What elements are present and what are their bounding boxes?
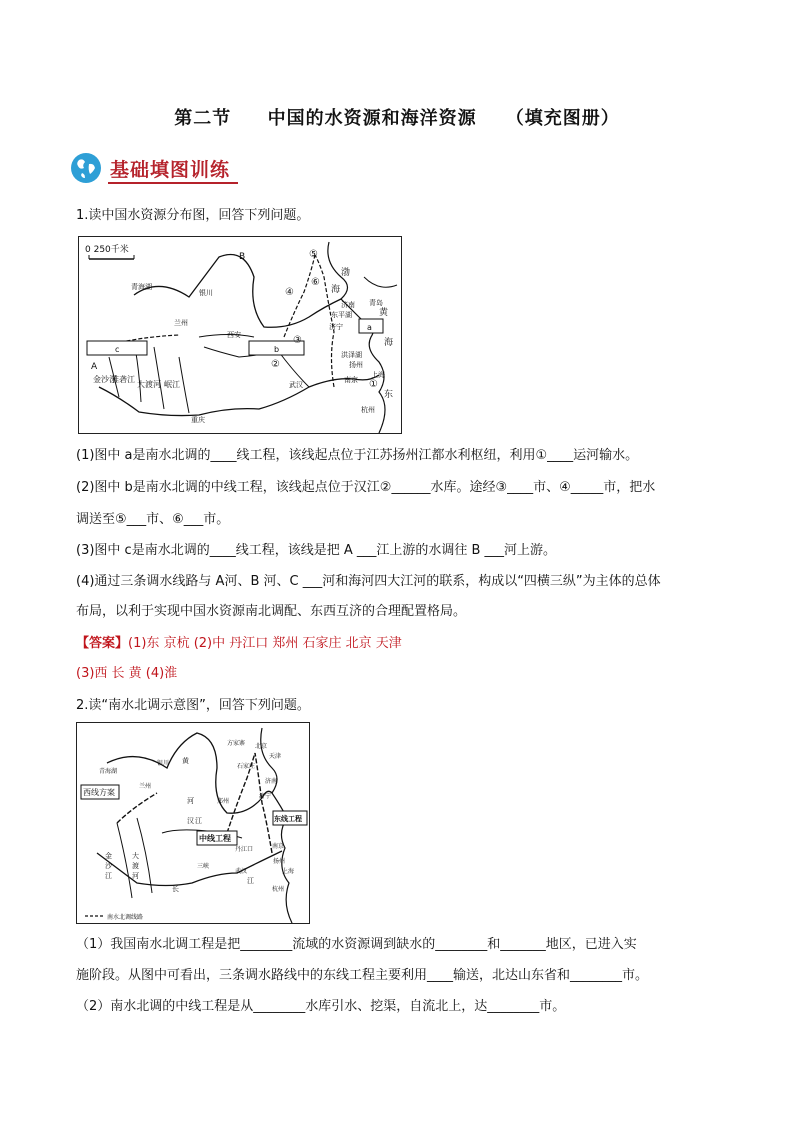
west-route-box: 西线方案 — [83, 788, 115, 797]
title-suffix: （填充图册） — [505, 108, 620, 129]
svg-text:河: 河 — [132, 872, 139, 880]
svg-text:南京: 南京 — [344, 376, 358, 384]
map-scale: 0 250千米 — [85, 245, 129, 255]
svg-text:上海: 上海 — [371, 371, 385, 379]
svg-text:青海湖: 青海湖 — [99, 768, 118, 775]
q2-prompt: 2.读“南水北调示意图”，回答下列问题。 — [76, 698, 310, 713]
svg-text:银川: 银川 — [199, 289, 213, 297]
svg-text:武汉: 武汉 — [235, 868, 248, 875]
svg-text:江: 江 — [105, 872, 112, 880]
svg-text:重庆: 重庆 — [191, 416, 205, 424]
svg-text:黄: 黄 — [379, 308, 389, 318]
section-heading — [70, 150, 230, 186]
q1-answer-line-2: (3)西 长 黄 (4)淮 — [76, 666, 178, 681]
map-legend: 南水北调线路 — [107, 914, 144, 921]
svg-text:济南: 济南 — [341, 301, 355, 309]
svg-text:岷江: 岷江 — [164, 380, 180, 389]
svg-text:B: B — [239, 252, 246, 262]
svg-text:兰州: 兰州 — [174, 319, 188, 327]
answer-label: 【答案】 — [76, 636, 129, 651]
svg-text:郑州: 郑州 — [217, 798, 230, 805]
svg-text:渤: 渤 — [341, 268, 351, 278]
q2-line-3: （2）南水北调的中线工程是从________水库引水、挖渠，自流北上，达________市。 — [76, 999, 566, 1014]
svg-text:上海: 上海 — [282, 868, 295, 875]
svg-text:西安: 西安 — [227, 331, 241, 339]
svg-text:济宁: 济宁 — [259, 793, 272, 800]
title-section: 第二节 — [174, 108, 232, 129]
svg-text:扬州: 扬州 — [349, 361, 363, 369]
svg-text:三峡: 三峡 — [197, 863, 210, 870]
svg-text:渡: 渡 — [132, 862, 139, 870]
svg-text:银川: 银川 — [157, 760, 170, 767]
svg-text:海: 海 — [331, 285, 341, 295]
globe-icon — [70, 152, 102, 184]
svg-text:丹江口: 丹江口 — [235, 846, 254, 853]
svg-text:东平湖: 东平湖 — [331, 311, 352, 319]
svg-text:④: ④ — [285, 287, 294, 298]
svg-text:北京: 北京 — [255, 743, 268, 750]
east-route-box: 东线工程 — [274, 815, 302, 823]
q1-line-5: (4)通过三条调水线路与 A河、B 河、C ___河和海河四大江河的联系，构成以“四横三纵”为主体的总体 — [76, 574, 661, 589]
section-title: 基础填图训练 — [110, 158, 231, 181]
svg-text:济宁: 济宁 — [329, 323, 343, 331]
svg-text:扬州: 扬州 — [273, 858, 286, 865]
svg-text:①: ① — [369, 379, 378, 390]
svg-text:天津: 天津 — [269, 753, 282, 760]
svg-text:雅砻江: 雅砻江 — [111, 375, 135, 384]
section-underline — [108, 182, 238, 184]
svg-text:杭州: 杭州 — [361, 406, 375, 414]
svg-text:长: 长 — [172, 885, 179, 893]
svg-text:c: c — [115, 345, 120, 354]
svg-text:⑤: ⑤ — [309, 249, 318, 260]
svg-text:⑥: ⑥ — [311, 277, 320, 288]
svg-text:金: 金 — [105, 852, 112, 860]
svg-text:③: ③ — [293, 335, 302, 346]
svg-text:a: a — [367, 323, 372, 332]
svg-text:兰州: 兰州 — [139, 783, 152, 790]
page-title — [0, 104, 794, 130]
q1-answer-line-1 — [76, 634, 402, 654]
svg-text:河: 河 — [187, 797, 194, 805]
q1-water-resource-map — [78, 236, 402, 434]
q1-line-6: 布局，以利于实现中国水资源南北调配、东西互济的合理配置格局。 — [76, 604, 467, 619]
middle-route-box: 中线工程 — [199, 834, 231, 843]
svg-text:大: 大 — [132, 852, 139, 860]
q1-line-1: (1)图中 a是南水北调的____线工程，该线起点位于江苏扬州江都水利枢纽，利用①____运河输水。 — [76, 448, 639, 463]
svg-text:武汉: 武汉 — [289, 381, 303, 389]
q2-south-north-diversion-map — [76, 722, 310, 924]
title-main: 中国的水资源和海洋资源 — [267, 108, 477, 129]
q1-prompt: 1.读中国水资源分布图，回答下列问题。 — [76, 208, 310, 223]
svg-text:大渡河: 大渡河 — [137, 380, 161, 389]
q1-line-3: 调送至⑤___市、⑥___市。 — [76, 512, 230, 527]
svg-text:A: A — [91, 362, 98, 372]
svg-text:东: 东 — [384, 390, 394, 400]
svg-text:青海湖: 青海湖 — [131, 283, 152, 291]
svg-text:海: 海 — [384, 338, 394, 348]
svg-text:b: b — [274, 345, 280, 354]
q2-line-1: （1）我国南水北调工程是把________流域的水资源调到缺水的________和_______地区，已进入实 — [76, 937, 637, 952]
svg-text:洪泽湖: 洪泽湖 — [341, 351, 362, 359]
q1-line-2: (2)图中 b是南水北调的中线工程，该线起点位于汉江②______水库。途经③____市、④_____市，把水 — [76, 480, 656, 495]
svg-text:沙: 沙 — [105, 862, 112, 870]
svg-text:石家庄: 石家庄 — [237, 763, 256, 770]
svg-text:汉: 汉 — [187, 817, 194, 825]
svg-text:江: 江 — [195, 817, 202, 825]
svg-text:②: ② — [271, 359, 280, 370]
q1-line-4: (3)图中 c是南水北调的____线工程，该线是把 A ___江上游的水调往 B ___河上游。 — [76, 543, 557, 558]
svg-text:济南: 济南 — [265, 778, 278, 785]
svg-text:方家寨: 方家寨 — [227, 740, 246, 747]
svg-text:江: 江 — [247, 877, 254, 885]
svg-text:南京: 南京 — [272, 843, 285, 850]
svg-text:杭州: 杭州 — [272, 886, 285, 893]
q2-line-2: 施阶段。从图中可看出，三条调水路线中的东线工程主要利用____输送，北达山东省和________市。 — [76, 968, 649, 983]
svg-text:金沙江: 金沙江 — [93, 375, 117, 384]
answer-text-1: (1)东 京杭 (2)中 丹江口 郑州 石家庄 北京 天津 — [128, 636, 402, 651]
svg-text:青岛: 青岛 — [369, 299, 383, 307]
svg-text:黄: 黄 — [182, 757, 189, 765]
